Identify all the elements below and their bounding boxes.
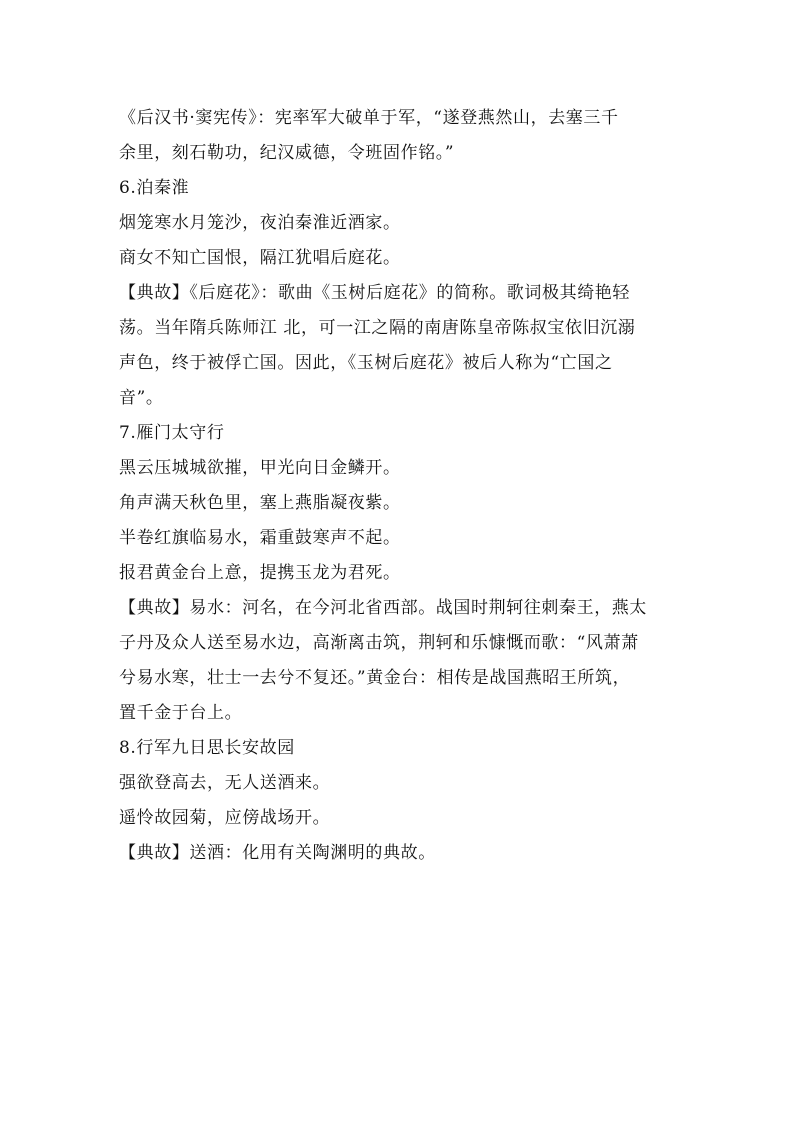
poem-line: 报君黄金台上意，提携玉龙为君死。 bbox=[119, 563, 401, 583]
poem-line: 角声满天秋色里，塞上燕脂凝夜紫。 bbox=[119, 493, 401, 513]
allusion-line: 【典故】易水：河名，在今河北省西部。战国时荆轲往刺秦王，燕太 bbox=[119, 598, 647, 618]
allusion-line: 【典故】送酒：化用有关陶渊明的典故。 bbox=[119, 843, 436, 863]
text-line: 余里，刻石勒功，纪汉威德，令班固作铭。” bbox=[119, 143, 455, 163]
text-line: 子丹及众人送至易水边，高渐离击筑，荆轲和乐慷慨而歌：“风萧萧 bbox=[119, 633, 639, 653]
text-line: 音”。 bbox=[119, 388, 164, 408]
poem-line: 烟笼寒水月笼沙，夜泊秦淮近酒家。 bbox=[119, 213, 401, 233]
poem-line: 商女不知亡国恨，隔江犹唱后庭花。 bbox=[119, 248, 401, 268]
allusion-line: 【典故】《后庭花》：歌曲《玉树后庭花》的简称。歌词极其绮艳轻 bbox=[119, 283, 630, 303]
poem-line: 遥怜故园菊，应傍战场开。 bbox=[119, 808, 331, 828]
document-body bbox=[119, 101, 679, 871]
section-heading: 8.行军九日思长安故园 bbox=[119, 738, 295, 758]
section-heading: 7.雁门太守行 bbox=[119, 423, 225, 443]
text-line: 兮易水寒，壮士一去兮不复还。”黄金台：相传是战国燕昭王所筑， bbox=[119, 668, 631, 688]
text-line: 置千金于台上。 bbox=[119, 703, 243, 723]
text-line: 荡。当年隋兵陈师江 北，可一江之隔的南唐陈皇帝陈叔宝依旧沉溺 bbox=[119, 318, 636, 338]
text-line: 声色，终于被俘亡国。因此，《玉树后庭花》被后人称为“亡国之 bbox=[119, 353, 613, 373]
text-line: 《后汉书·窦宪传》：宪率军大破单于军，“遂登燕然山，去塞三千 bbox=[119, 108, 619, 128]
poem-line: 半卷红旗临易水，霜重鼓寒声不起。 bbox=[119, 528, 401, 548]
section-heading: 6.泊秦淮 bbox=[119, 178, 190, 198]
poem-line: 黑云压城城欲摧，甲光向日金鳞开。 bbox=[119, 458, 401, 478]
poem-line: 强欲登高去，无人送酒来。 bbox=[119, 773, 331, 793]
